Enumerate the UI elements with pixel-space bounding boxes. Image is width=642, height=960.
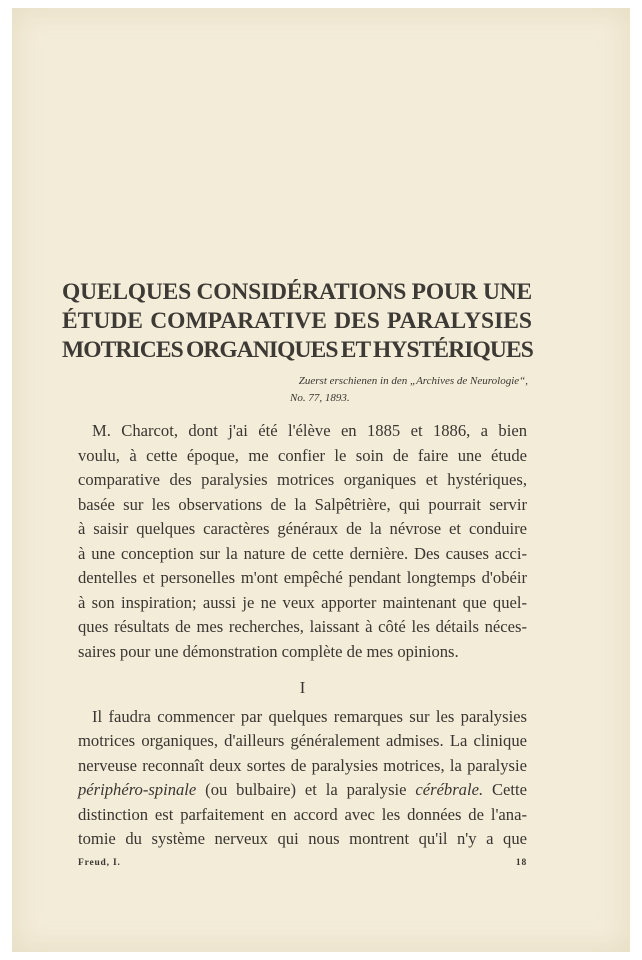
paragraph-2: [78, 705, 527, 852]
article-title: [62, 278, 532, 365]
citation-line: No. 77, 1893.: [290, 392, 350, 404]
text-line: basée sur les observations de la Salpêtrière, qui pourrait servir: [78, 494, 527, 514]
text-line: tomie du système nerveux qui nous montrent qu'il n'y a que: [78, 829, 527, 848]
italic-term: périphéro-spinale: [78, 780, 197, 799]
text-line: motrices organiques, d'ailleurs généralement admises. La clinique: [78, 731, 527, 750]
text-span: Cette: [483, 780, 527, 799]
footer-signature: Freud, I.: [78, 857, 121, 868]
text-line: saires pour une démonstration complète de mes opinions.: [78, 641, 459, 661]
text-line: distinction est parfaitement en accord avec les données de l'ana-: [78, 804, 527, 824]
section-number: I: [299, 678, 306, 697]
title-line: QUELQUES CONSIDÉRATIONS POUR UNE: [62, 279, 532, 305]
italic-term: cérébrale.: [415, 780, 484, 799]
citation: [290, 373, 528, 407]
text-line: voulu, à cette époque, me confier le soin de faire une étude: [78, 445, 527, 465]
citation-line: Zuerst erschienen in den „Archives de Neurologie“,: [298, 375, 528, 387]
text-line: à son inspiration; aussi je ne veux apporter maintenant que quel-: [78, 592, 527, 612]
text-line: comparative des paralysies motrices organiques et hystériques,: [78, 470, 527, 489]
title-line: MOTRICES ORGANIQUES ET HYSTÉRIQUES: [62, 337, 533, 363]
text-line: ques résultats de mes recherches, laissant à côté les détails néces-: [78, 617, 527, 636]
footer-sheet-number: 18: [515, 857, 527, 868]
text-line: à une conception sur la nature de cette dernière. Des causes acci-: [78, 543, 527, 563]
text-line: [78, 778, 527, 803]
text-line: M. Charcot, dont j'ai été l'élève en 1885 et 1886, a bien: [92, 421, 527, 440]
text-line: nerveuse reconnaît deux sortes de paralysies motrices, la paralysie: [78, 755, 527, 775]
title-line: ÉTUDE COMPARATIVE DES PARALYSIES: [62, 308, 532, 334]
text-span: (ou bulbaire) et la paralysie: [196, 780, 416, 799]
text-line: dentelles et personelles m'ont empêché pendant longtemps d'obéir: [78, 568, 527, 587]
footer: [78, 856, 527, 870]
text-line: Il faudra commencer par quelques remarques sur les paralysies: [92, 706, 527, 726]
book-page: [12, 8, 630, 952]
paragraph-1: [78, 419, 527, 664]
text-line: à saisir quelques caractères généraux de la névrose et conduire: [78, 519, 527, 538]
